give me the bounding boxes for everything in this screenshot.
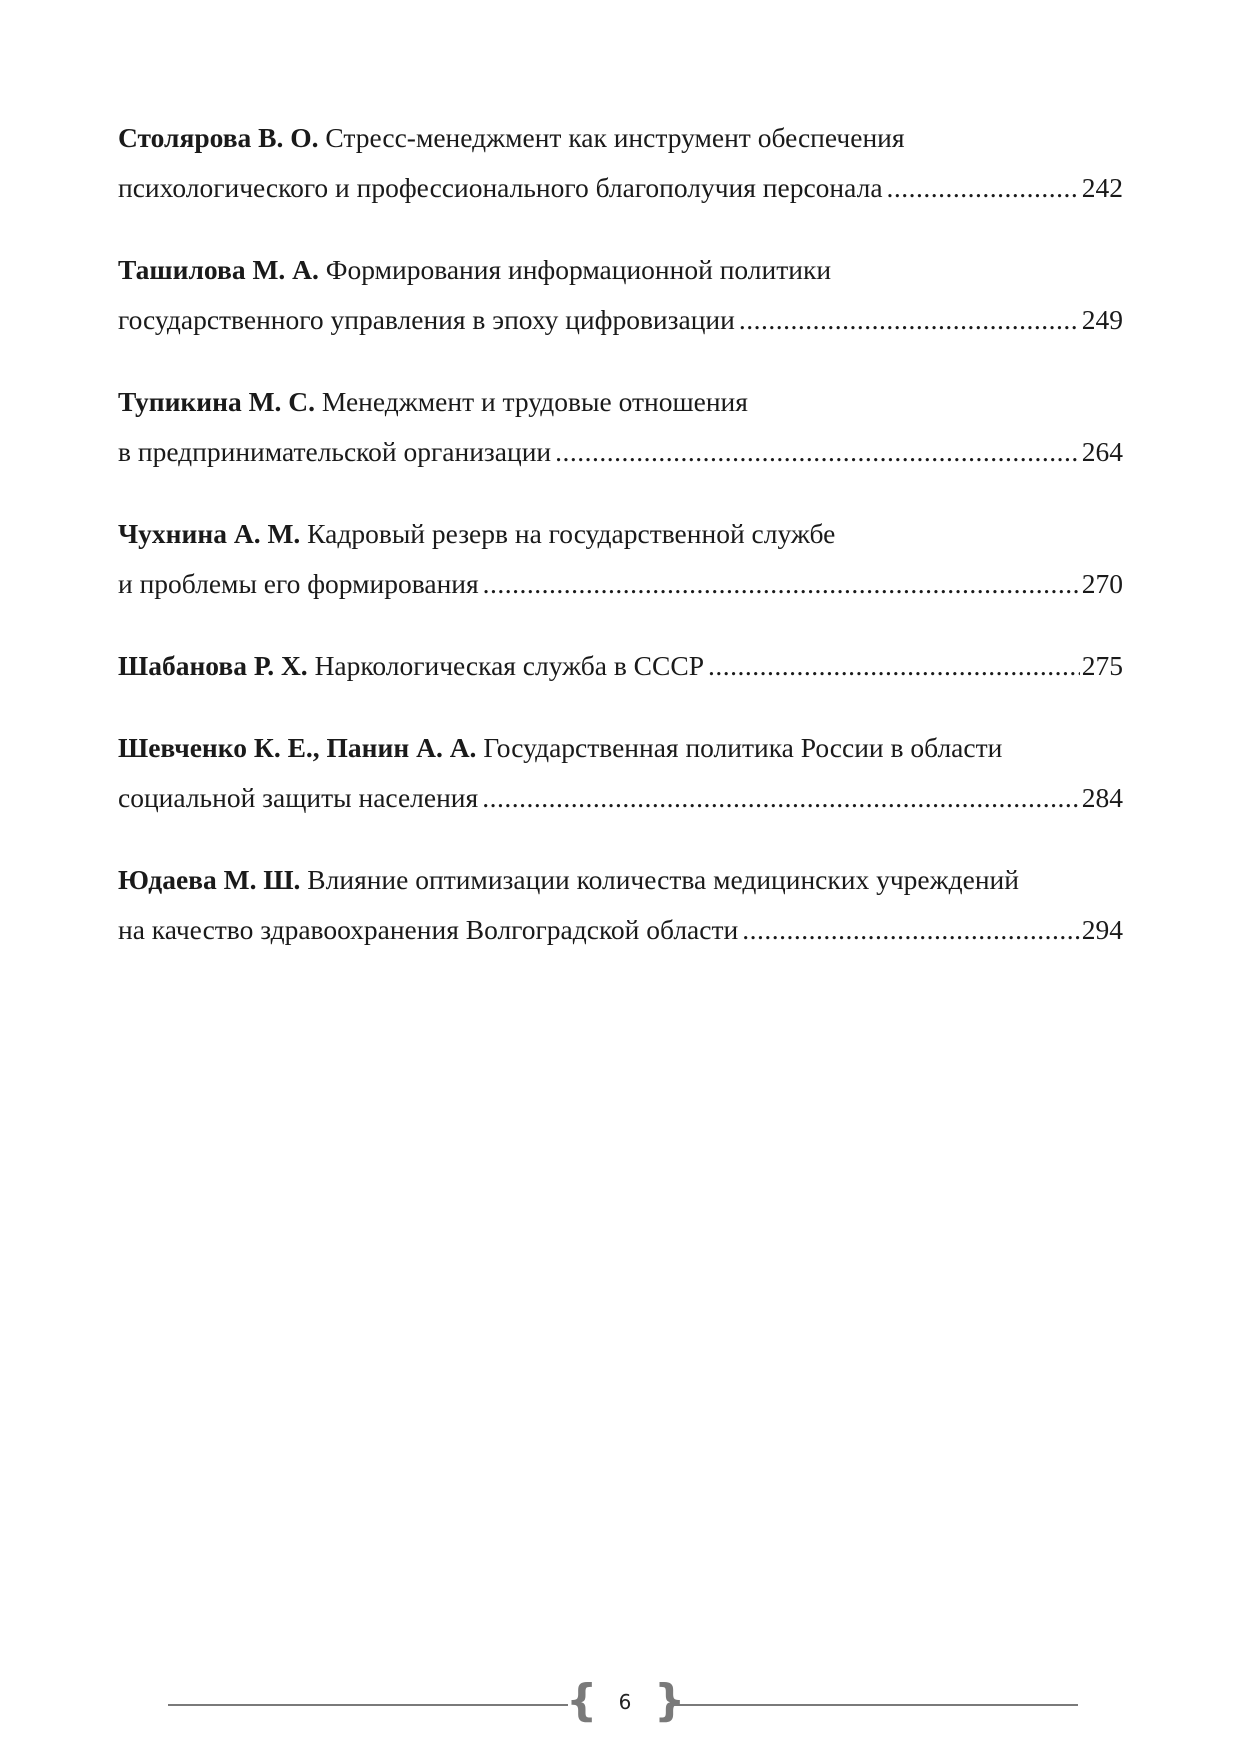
toc-entry: [118, 113, 1123, 213]
toc-entry-last-line: [118, 559, 1123, 609]
toc-entry: [118, 509, 1123, 609]
dot-leader: [887, 163, 1080, 213]
toc-entry-author: Юдаева М. Ш.: [118, 864, 301, 895]
toc-entry-title: Менеджмент и трудовые отношения: [315, 386, 748, 417]
toc-entry-title: Кадровый резерв на государственной службе: [300, 518, 836, 549]
toc-entry-last-line: [118, 427, 1123, 477]
toc-entry-page: 284: [1081, 782, 1123, 813]
footer-rule-left: [168, 1704, 568, 1706]
toc-entry-author: Чухнина А. М.: [118, 518, 301, 549]
toc-entry: [118, 245, 1123, 345]
dot-leader: [742, 905, 1080, 955]
toc-entry-text: [118, 641, 704, 691]
dot-leader: [482, 773, 1080, 823]
toc-entry-author: Шевченко К. Е., Панин А. А.: [118, 732, 477, 763]
dot-leader: [739, 295, 1080, 345]
toc-entry: [118, 723, 1123, 823]
toc-entry-first-line: [118, 855, 1123, 905]
toc-entry-title-continued: и проблемы его формирования: [118, 568, 479, 599]
toc-entry-title-continued: на качество здравоохранения Волгоградской области: [118, 914, 739, 945]
table-of-contents: [118, 113, 1123, 987]
toc-entry: [118, 641, 1123, 691]
toc-entry-first-line: [118, 723, 1123, 773]
toc-entry-page: 275: [1081, 650, 1123, 681]
toc-entry-title-continued: психологического и профессионального благополучия персонала: [118, 172, 883, 203]
toc-entry: [118, 855, 1123, 955]
toc-entry-author: Столярова В. О.: [118, 122, 319, 153]
toc-entry-first-line: [118, 509, 1123, 559]
toc-entry-page: 264: [1081, 436, 1123, 467]
toc-entry-title-continued: в предпринимательской организации: [118, 436, 552, 467]
toc-entry-page: 249: [1081, 304, 1123, 335]
toc-entry-author: Тупикина М. С.: [118, 386, 316, 417]
toc-entry-title: Влияние оптимизации количества медицинских учреждений: [300, 864, 1019, 895]
toc-entry-title: Наркологическая служба в СССР: [307, 650, 705, 681]
page-number: 6: [618, 1690, 632, 1714]
toc-entry-page: 294: [1081, 914, 1123, 945]
toc-entry-title-continued: социальной защиты населения: [118, 782, 479, 813]
toc-entry-title: Стресс-менеджмент как инструмент обеспечения: [318, 122, 905, 153]
toc-entry-first-line: [118, 377, 1123, 427]
right-brace-ornament: }: [654, 1675, 686, 1726]
dot-leader: [555, 427, 1080, 477]
toc-entry-last-line: [118, 163, 1123, 213]
toc-entry-page: 270: [1081, 568, 1123, 599]
toc-entry-single-line: [118, 641, 1123, 691]
footer-rule-right: [668, 1704, 1078, 1706]
toc-entry-title: Государственная политика России в области: [476, 732, 1003, 763]
toc-entry-last-line: [118, 773, 1123, 823]
toc-entry-first-line: [118, 113, 1123, 163]
toc-entry-title: Формирования информационной политики: [318, 254, 832, 285]
toc-entry-first-line: [118, 245, 1123, 295]
dot-leader: [708, 641, 1080, 691]
toc-entry-last-line: [118, 905, 1123, 955]
toc-entry: [118, 377, 1123, 477]
toc-entry-author: Шабанова Р. Х.: [118, 650, 308, 681]
page-footer: [168, 1675, 1078, 1726]
toc-entry-last-line: [118, 295, 1123, 345]
dot-leader: [483, 559, 1080, 609]
toc-entry-page: 242: [1081, 172, 1123, 203]
toc-entry-author: Ташилова М. А.: [118, 254, 319, 285]
toc-entry-title-continued: государственного управления в эпоху цифровизации: [118, 304, 735, 335]
left-brace-ornament: {: [566, 1675, 598, 1726]
